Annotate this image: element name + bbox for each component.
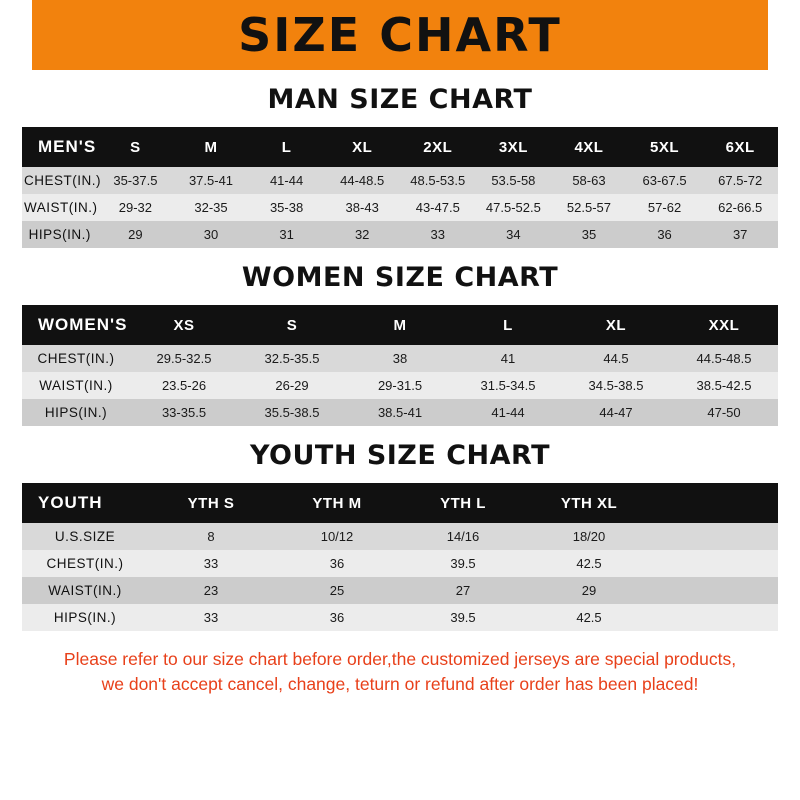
table-cell: 34	[476, 221, 552, 248]
youth-size-table	[22, 483, 778, 631]
table-cell: 41	[454, 345, 562, 372]
table-cell: 37	[702, 221, 778, 248]
table-header-row	[22, 127, 778, 167]
footer-line-1: Please refer to our size chart before order,the customized jerseys are special products,	[63, 649, 737, 669]
table-header-cell: XS	[130, 305, 238, 345]
table-cell	[652, 577, 778, 604]
table-cell: 32.5-35.5	[238, 345, 346, 372]
table-cell: 35-37.5	[98, 167, 174, 194]
row-label: CHEST(IN.)	[22, 345, 130, 372]
table-cell	[652, 550, 778, 577]
table-cell: 33-35.5	[130, 399, 238, 426]
table-row	[22, 221, 778, 248]
table-cell: 18/20	[526, 523, 652, 550]
header-left-margin	[0, 0, 32, 70]
table-row	[22, 372, 778, 399]
table-cell: 38	[346, 345, 454, 372]
table-cell: 42.5	[526, 604, 652, 631]
table-header-cell: L	[454, 305, 562, 345]
table-cell: 39.5	[400, 604, 526, 631]
table-cell: 39.5	[400, 550, 526, 577]
section-youth	[22, 440, 778, 631]
table-row	[22, 194, 778, 221]
table-header-row	[22, 483, 778, 523]
table-header-cell: L	[249, 127, 325, 167]
table-cell: 44.5	[562, 345, 670, 372]
table-cell: 29	[98, 221, 174, 248]
table-cell: 53.5-58	[476, 167, 552, 194]
table-row	[22, 167, 778, 194]
table-header-cell: WOMEN'S	[22, 305, 130, 345]
table-cell: 41-44	[249, 167, 325, 194]
table-cell: 33	[400, 221, 476, 248]
table-header-cell: YTH M	[274, 483, 400, 523]
header-right-margin	[768, 0, 800, 70]
table-cell: 29-31.5	[346, 372, 454, 399]
table-cell: 37.5-41	[173, 167, 249, 194]
table-cell: 10/12	[274, 523, 400, 550]
table-header-cell: XXL	[670, 305, 778, 345]
table-cell: 32	[324, 221, 400, 248]
section-men	[22, 84, 778, 248]
table-header-cell: M	[346, 305, 454, 345]
table-cell: 36	[274, 604, 400, 631]
table-cell: 35-38	[249, 194, 325, 221]
table-cell: 31	[249, 221, 325, 248]
row-label: U.S.SIZE	[22, 523, 148, 550]
table-cell: 23.5-26	[130, 372, 238, 399]
table-row	[22, 604, 778, 631]
men-size-table	[22, 127, 778, 248]
table-cell: 29	[526, 577, 652, 604]
table-header-cell: S	[238, 305, 346, 345]
table-cell: 8	[148, 523, 274, 550]
chart-content	[0, 84, 800, 698]
row-label: CHEST(IN.)	[22, 167, 98, 194]
footer-disclaimer	[22, 647, 778, 698]
section-women	[22, 262, 778, 426]
section-title-women: WOMEN SIZE CHART	[241, 262, 559, 293]
table-cell: 47.5-52.5	[476, 194, 552, 221]
row-label: WAIST(IN.)	[22, 577, 148, 604]
table-cell: 58-63	[551, 167, 627, 194]
table-cell: 44.5-48.5	[670, 345, 778, 372]
section-title-youth: YOUTH SIZE CHART	[249, 440, 551, 471]
table-cell: 67.5-72	[702, 167, 778, 194]
table-header-cell: S	[98, 127, 174, 167]
table-header-row	[22, 305, 778, 345]
table-cell: 47-50	[670, 399, 778, 426]
table-cell: 42.5	[526, 550, 652, 577]
table-header-cell: YTH XL	[526, 483, 652, 523]
row-label: HIPS(IN.)	[22, 399, 130, 426]
table-header-cell: 5XL	[627, 127, 703, 167]
table-cell: 43-47.5	[400, 194, 476, 221]
table-cell: 30	[173, 221, 249, 248]
table-cell: 38.5-42.5	[670, 372, 778, 399]
table-cell: 33	[148, 550, 274, 577]
table-cell: 35.5-38.5	[238, 399, 346, 426]
table-header-cell: YOUTH	[22, 483, 148, 523]
table-cell: 14/16	[400, 523, 526, 550]
table-header-cell: M	[173, 127, 249, 167]
table-header-cell: 3XL	[476, 127, 552, 167]
table-cell: 31.5-34.5	[454, 372, 562, 399]
table-cell	[652, 604, 778, 631]
row-label: WAIST(IN.)	[22, 194, 98, 221]
table-header-cell: MEN'S	[22, 127, 98, 167]
table-cell: 63-67.5	[627, 167, 703, 194]
table-cell: 38.5-41	[346, 399, 454, 426]
table-cell: 36	[274, 550, 400, 577]
page-title: SIZE CHART	[238, 8, 562, 62]
table-cell: 38-43	[324, 194, 400, 221]
table-header-cell: 4XL	[551, 127, 627, 167]
table-cell	[652, 523, 778, 550]
table-header-cell: YTH L	[400, 483, 526, 523]
header-band	[0, 0, 800, 70]
footer-line-2: we don't accept cancel, change, teturn or refund after order has been placed!	[101, 674, 699, 695]
table-cell: 44-48.5	[324, 167, 400, 194]
table-row	[22, 523, 778, 550]
table-cell: 29-32	[98, 194, 174, 221]
table-cell: 48.5-53.5	[400, 167, 476, 194]
table-cell: 27	[400, 577, 526, 604]
row-label: CHEST(IN.)	[22, 550, 148, 577]
table-cell: 41-44	[454, 399, 562, 426]
table-cell: 33	[148, 604, 274, 631]
women-size-table	[22, 305, 778, 426]
table-row	[22, 550, 778, 577]
row-label: HIPS(IN.)	[22, 221, 98, 248]
table-header-cell: YTH S	[148, 483, 274, 523]
table-cell: 23	[148, 577, 274, 604]
table-header-cell: XL	[562, 305, 670, 345]
table-cell: 52.5-57	[551, 194, 627, 221]
table-header-cell	[652, 483, 778, 523]
row-label: WAIST(IN.)	[22, 372, 130, 399]
table-cell: 32-35	[173, 194, 249, 221]
table-cell: 57-62	[627, 194, 703, 221]
row-label: HIPS(IN.)	[22, 604, 148, 631]
table-cell: 36	[627, 221, 703, 248]
table-header-cell: 6XL	[702, 127, 778, 167]
table-cell: 34.5-38.5	[562, 372, 670, 399]
section-title-men: MAN SIZE CHART	[267, 84, 533, 115]
table-header-cell: XL	[324, 127, 400, 167]
table-cell: 29.5-32.5	[130, 345, 238, 372]
table-cell: 26-29	[238, 372, 346, 399]
table-row	[22, 399, 778, 426]
table-header-cell: 2XL	[400, 127, 476, 167]
table-cell: 44-47	[562, 399, 670, 426]
table-cell: 25	[274, 577, 400, 604]
table-cell: 62-66.5	[702, 194, 778, 221]
table-cell: 35	[551, 221, 627, 248]
table-row	[22, 345, 778, 372]
table-row	[22, 577, 778, 604]
